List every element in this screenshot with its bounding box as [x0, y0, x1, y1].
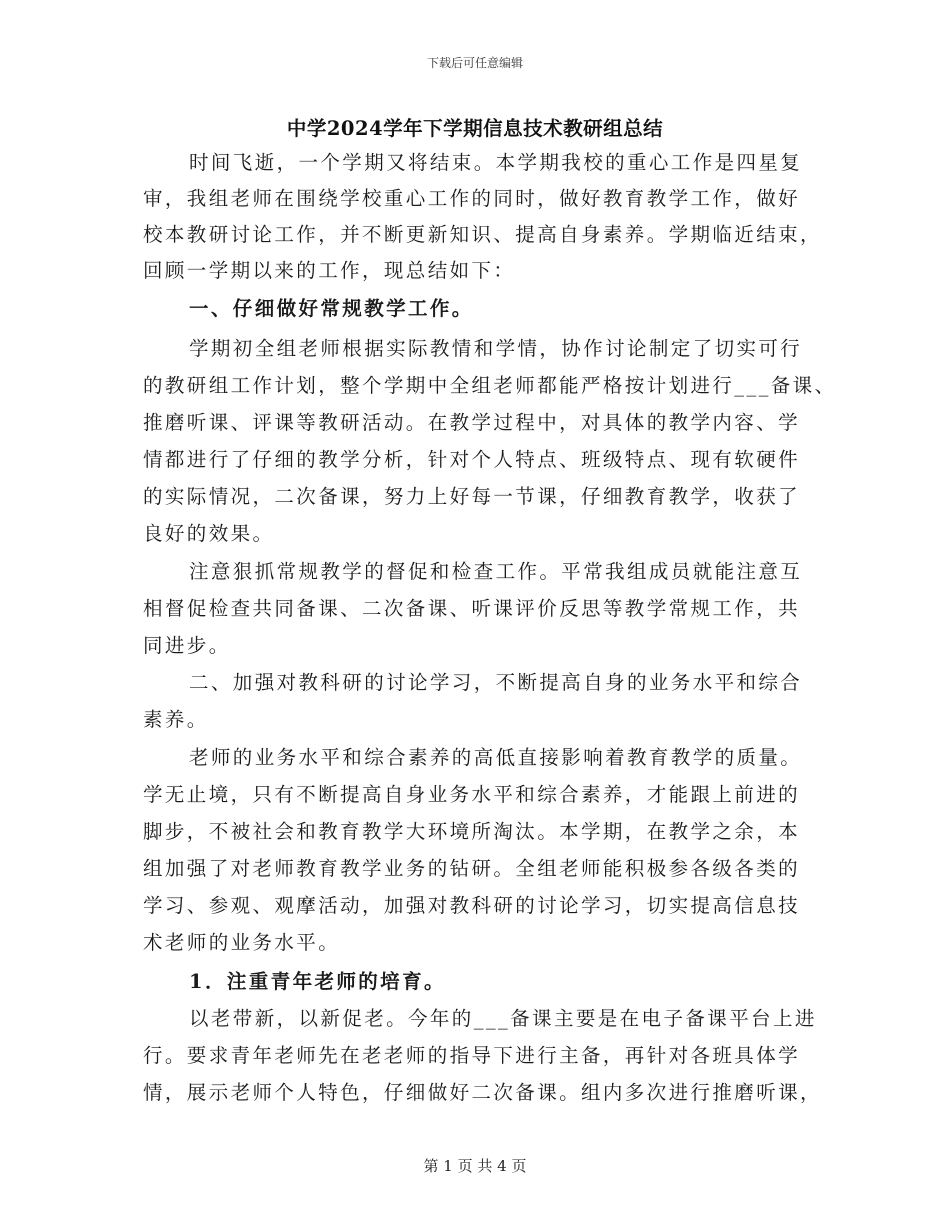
paragraph-line: 注意狠抓常规教学的督促和检查工作。平常我组成员就能注意互	[189, 560, 803, 583]
paragraph-line: 组加强了对老师教育教学业务的钻研。全组老师能积极参各级各类的	[143, 857, 801, 880]
paragraph-line: 相督促检查共同备课、二次备课、听课评价反思等教学常规工作，共	[143, 597, 801, 620]
paragraph-line: 行。要求青年老师先在老老师的指导下进行主备，再针对各班具体学	[143, 1044, 801, 1067]
paragraph-line: 审，我组老师在围绕学校重心工作的同时，做好教育教学工作，做好	[143, 187, 801, 210]
paragraph-line: 的教研组工作计划，整个学期中全组老师都能严格按计划进行___备课、	[143, 374, 837, 397]
page-number: 第 1 页 共 4 页	[423, 1157, 527, 1175]
paragraph-line: 情，展示老师个人特色，仔细做好二次备课。组内多次进行推磨听课，	[143, 1081, 822, 1104]
download-note: 下载后可任意编辑	[426, 56, 523, 70]
paragraph-line: 回顾一学期以来的工作，现总结如下：	[143, 259, 516, 282]
paragraph-line: 的实际情况，二次备课，努力上好每一节课，仔细教育教学，收获了	[143, 485, 801, 508]
paragraph-line: 学习、参观、观摩活动，加强对教科研的讨论学习，切实提高信息技	[143, 894, 801, 917]
subsection-heading: 1．注重青年老师的培育。	[189, 970, 446, 993]
paragraph-line: 术老师的业务水平。	[143, 931, 341, 954]
paragraph-line: 以老带新，以新促老。今年的___备课主要是在电子备课平台上进	[189, 1007, 817, 1030]
paragraph-line: 素养。	[143, 708, 209, 731]
paragraph-line: 学无止境，只有不断提高自身业务水平和综合素养，才能跟上前进的	[143, 783, 801, 806]
paragraph-line: 时间飞逝，一个学期又将结束。本学期我校的重心工作是四星复	[189, 151, 803, 174]
paragraph-line: 脚步，不被社会和教育教学大环境所淘汰。本学期，在教学之余，本	[143, 820, 801, 843]
paragraph-line: 校本教研讨论工作，并不断更新知识、提高自身素养。学期临近结束，	[143, 223, 822, 246]
paragraph-line: 良好的效果。	[143, 522, 275, 545]
section-heading: 二、加强对教科研的讨论学习，不断提高自身的业务水平和综合	[189, 671, 803, 694]
section-heading: 一、仔细做好常规教学工作。	[189, 297, 474, 320]
document-title: 中学2024学年下学期信息技术教研组总结	[286, 117, 664, 140]
paragraph-line: 情都进行了仔细的教学分析，针对个人特点、班级特点、现有软硬件	[143, 448, 801, 471]
paragraph-line: 推磨听课、评课等教研活动。在教学过程中，对具体的教学内容、学	[143, 411, 801, 434]
paragraph-line: 老师的业务水平和综合素养的高低直接影响着教育教学的质量。	[189, 746, 803, 769]
paragraph-line: 学期初全组老师根据实际教情和学情，协作讨论制定了切实可行	[189, 337, 803, 360]
paragraph-line: 同进步。	[143, 634, 231, 657]
